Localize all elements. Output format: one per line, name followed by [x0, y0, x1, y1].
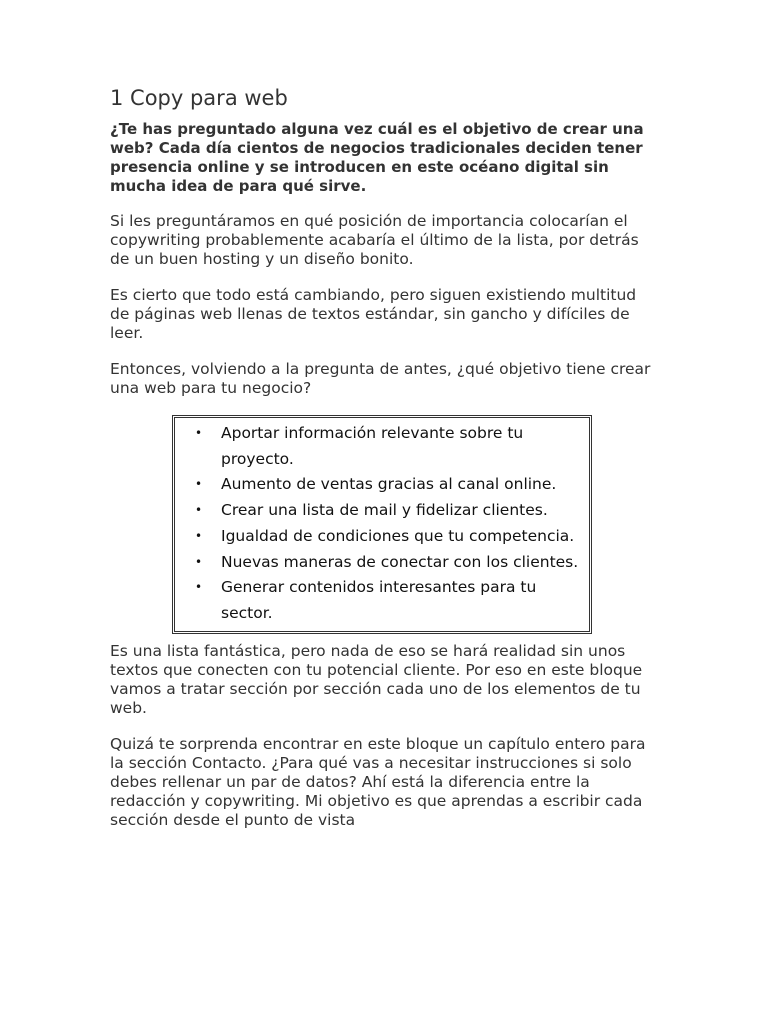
bullet-icon: • [195, 554, 203, 569]
bullet-icon: • [195, 426, 203, 440]
list-item [195, 575, 583, 626]
paragraph-4: Es una lista fantástica, pero nada de eso se hará realidad sin unos textos que conecten con tu potencial cliente. Por eso en este bloque vamos a tratar sección por sección cada uno de los elementos de tu web. [110, 641, 643, 717]
bullet-icon: • [195, 503, 203, 518]
list-item [195, 472, 583, 498]
list-item-text: Generar contenidos interesantes para tu sector. [221, 578, 537, 622]
list-item-text: Aportar información relevante sobre tu proyecto. [221, 424, 524, 468]
list-item [195, 524, 583, 550]
list-item-text: Nuevas maneras de conectar con los clientes. [221, 552, 579, 571]
list-item-text: Aumento de ventas gracias al canal online. [221, 475, 557, 494]
bullet-icon: • [195, 580, 203, 595]
paragraph-5: Quizá te sorprenda encontrar en este bloque un capítulo entero para la sección Contacto. ¿Para qué vas a necesitar instrucciones si solo debes rellenar un par de datos? Ahí está la diferencia entre la redacción y copywriting. Mi objetivo es que aprendas a escribir cada sección desde el punto de vista [110, 734, 646, 829]
list-item [195, 421, 583, 472]
list-item [195, 550, 583, 576]
bullet-icon: • [195, 477, 203, 492]
objectives-list [183, 421, 583, 627]
list-item-text: Igualdad de condiciones que tu competencia. [221, 526, 575, 545]
document-page [110, 84, 660, 847]
list-item-text: Crear una lista de mail y fidelizar clientes. [221, 501, 548, 520]
list-item [195, 498, 583, 524]
page-title: 1 Copy para web [110, 86, 288, 110]
intro-paragraph: ¿Te has preguntado alguna vez cuál es el objetivo de crear una web? Cada día cientos de negocios tradicionales deciden tener presencia online y se introducen en este océano digital sin mucha idea de para qué sirve. [110, 120, 644, 195]
objectives-list-box [172, 415, 592, 634]
paragraph-2: Es cierto que todo está cambiando, pero siguen existiendo multitud de páginas web llenas de textos estándar, sin gancho y difíciles de leer. [110, 286, 637, 342]
bullet-icon: • [195, 528, 203, 543]
paragraph-3: Entonces, volviendo a la pregunta de antes, ¿qué objetivo tiene crear una web para tu negocio? [110, 360, 651, 397]
paragraph-1: Si les preguntáramos en qué posición de importancia colocarían el copywriting probablemente acabaría el último de la lista, por detrás de un buen hosting y un diseño bonito. [110, 212, 639, 268]
